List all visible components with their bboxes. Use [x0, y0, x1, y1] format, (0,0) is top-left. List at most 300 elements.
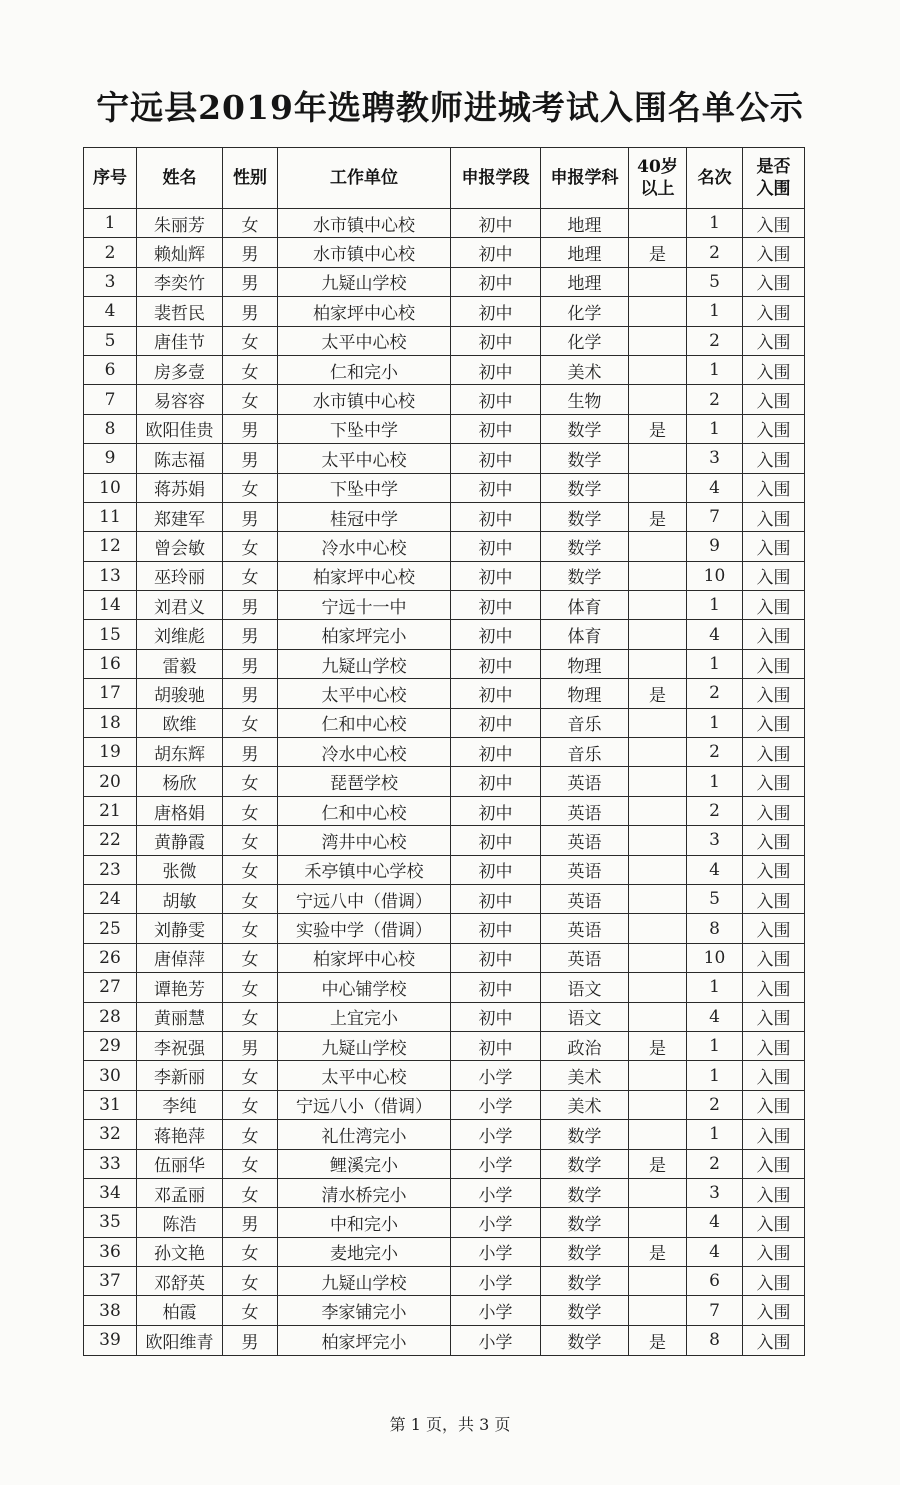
cell-gender: 女 [223, 914, 278, 943]
table-row [84, 679, 805, 708]
cell-gender: 女 [223, 355, 278, 384]
cell-gender: 男 [223, 620, 278, 649]
cell-status: 入围 [743, 1090, 805, 1119]
cell-status: 入围 [743, 1120, 805, 1149]
cell-level: 初中 [451, 385, 541, 414]
cell-no: 12 [84, 532, 137, 561]
cell-subject: 数学 [541, 473, 629, 502]
cell-name: 唐倬萍 [137, 943, 223, 972]
cell-gender: 女 [223, 884, 278, 913]
table-row [84, 620, 805, 649]
table-row [84, 561, 805, 590]
cell-gender: 女 [223, 385, 278, 414]
cell-name: 蒋艳萍 [137, 1120, 223, 1149]
cell-level: 初中 [451, 326, 541, 355]
cell-rank: 5 [687, 267, 743, 296]
cell-subject: 数学 [541, 1325, 629, 1355]
cell-status: 入围 [743, 297, 805, 326]
cell-name: 谭艳芳 [137, 973, 223, 1002]
cell-subject: 数学 [541, 1149, 629, 1178]
cell-level: 小学 [451, 1120, 541, 1149]
cell-age40 [629, 209, 687, 238]
cell-rank: 2 [687, 679, 743, 708]
cell-status: 入围 [743, 1031, 805, 1060]
cell-unit: 太平中心校 [278, 326, 451, 355]
cell-age40 [629, 1090, 687, 1119]
cell-level: 初中 [451, 649, 541, 678]
cell-rank: 1 [687, 414, 743, 443]
cell-rank: 1 [687, 973, 743, 1002]
table-row [84, 1149, 805, 1178]
cell-rank: 10 [687, 561, 743, 590]
cell-no: 2 [84, 238, 137, 267]
cell-name: 赖灿辉 [137, 238, 223, 267]
cell-gender: 女 [223, 708, 278, 737]
cell-status: 入围 [743, 1267, 805, 1296]
cell-rank: 1 [687, 649, 743, 678]
cell-level: 初中 [451, 414, 541, 443]
cell-age40 [629, 267, 687, 296]
cell-status: 入围 [743, 1237, 805, 1266]
cell-gender: 男 [223, 679, 278, 708]
cell-gender: 女 [223, 1002, 278, 1031]
cell-name: 巫玲丽 [137, 561, 223, 590]
cell-gender: 男 [223, 738, 278, 767]
cell-name: 欧阳佳贵 [137, 414, 223, 443]
header-no: 序号 [84, 148, 137, 209]
cell-gender: 女 [223, 1149, 278, 1178]
cell-subject: 数学 [541, 1296, 629, 1325]
cell-name: 房多壹 [137, 355, 223, 384]
cell-status: 入围 [743, 1002, 805, 1031]
cell-name: 刘维彪 [137, 620, 223, 649]
cell-unit: 李家铺完小 [278, 1296, 451, 1325]
cell-unit: 湾井中心校 [278, 826, 451, 855]
cell-unit: 仁和中心校 [278, 796, 451, 825]
cell-age40 [629, 326, 687, 355]
cell-subject: 数学 [541, 1178, 629, 1207]
cell-rank: 8 [687, 914, 743, 943]
cell-age40 [629, 473, 687, 502]
cell-status: 入围 [743, 326, 805, 355]
cell-level: 小学 [451, 1149, 541, 1178]
cell-rank: 1 [687, 355, 743, 384]
cell-unit: 水市镇中心校 [278, 238, 451, 267]
cell-unit: 柏家坪中心校 [278, 297, 451, 326]
cell-no: 3 [84, 267, 137, 296]
cell-status: 入围 [743, 502, 805, 531]
cell-name: 唐佳节 [137, 326, 223, 355]
cell-age40 [629, 914, 687, 943]
cell-no: 15 [84, 620, 137, 649]
cell-rank: 3 [687, 826, 743, 855]
cell-rank: 2 [687, 238, 743, 267]
cell-rank: 1 [687, 1031, 743, 1060]
cell-age40 [629, 884, 687, 913]
cell-unit: 下坠中学 [278, 473, 451, 502]
cell-status: 入围 [743, 796, 805, 825]
cell-age40 [629, 297, 687, 326]
header-status-line1: 是否 [756, 157, 791, 177]
cell-status: 入围 [743, 473, 805, 502]
cell-subject: 数学 [541, 1267, 629, 1296]
cell-gender: 女 [223, 473, 278, 502]
cell-name: 黄静霞 [137, 826, 223, 855]
cell-status: 入围 [743, 1149, 805, 1178]
cell-unit: 禾亭镇中心学校 [278, 855, 451, 884]
cell-age40 [629, 708, 687, 737]
cell-status: 入围 [743, 267, 805, 296]
table-row [84, 1120, 805, 1149]
cell-rank: 8 [687, 1325, 743, 1355]
cell-no: 13 [84, 561, 137, 590]
cell-no: 17 [84, 679, 137, 708]
table-row [84, 267, 805, 296]
header-status [743, 148, 805, 209]
cell-subject: 英语 [541, 914, 629, 943]
cell-age40 [629, 532, 687, 561]
cell-level: 初中 [451, 973, 541, 1002]
cell-status: 入围 [743, 532, 805, 561]
cell-rank: 5 [687, 884, 743, 913]
cell-status: 入围 [743, 238, 805, 267]
cell-subject: 体育 [541, 620, 629, 649]
cell-name: 欧维 [137, 708, 223, 737]
cell-no: 20 [84, 767, 137, 796]
cell-age40 [629, 591, 687, 620]
cell-age40 [629, 738, 687, 767]
cell-gender: 女 [223, 973, 278, 1002]
cell-subject: 地理 [541, 209, 629, 238]
cell-status: 入围 [743, 620, 805, 649]
cell-level: 初中 [451, 914, 541, 943]
cell-status: 入围 [743, 561, 805, 590]
cell-unit: 桂冠中学 [278, 502, 451, 531]
cell-level: 小学 [451, 1325, 541, 1355]
cell-status: 入围 [743, 1208, 805, 1237]
cell-level: 初中 [451, 561, 541, 590]
cell-unit: 柏家坪中心校 [278, 943, 451, 972]
cell-subject: 数学 [541, 1237, 629, 1266]
cell-name: 雷毅 [137, 649, 223, 678]
cell-unit: 中和完小 [278, 1208, 451, 1237]
header-unit: 工作单位 [278, 148, 451, 209]
cell-rank: 10 [687, 943, 743, 972]
cell-gender: 男 [223, 238, 278, 267]
cell-age40 [629, 796, 687, 825]
cell-subject: 地理 [541, 238, 629, 267]
cell-gender: 女 [223, 943, 278, 972]
cell-subject: 化学 [541, 326, 629, 355]
table-row [84, 914, 805, 943]
table-row [84, 796, 805, 825]
cell-subject: 物理 [541, 679, 629, 708]
cell-no: 21 [84, 796, 137, 825]
cell-rank: 4 [687, 1002, 743, 1031]
cell-no: 11 [84, 502, 137, 531]
cell-no: 32 [84, 1120, 137, 1149]
table-row [84, 414, 805, 443]
cell-gender: 男 [223, 444, 278, 473]
cell-subject: 数学 [541, 532, 629, 561]
cell-rank: 7 [687, 1296, 743, 1325]
cell-no: 18 [84, 708, 137, 737]
cell-gender: 女 [223, 1296, 278, 1325]
cell-name: 欧阳维青 [137, 1325, 223, 1355]
cell-no: 5 [84, 326, 137, 355]
cell-age40 [629, 1208, 687, 1237]
cell-level: 初中 [451, 209, 541, 238]
cell-gender: 男 [223, 414, 278, 443]
cell-level: 初中 [451, 796, 541, 825]
cell-level: 初中 [451, 238, 541, 267]
cell-name: 黄丽慧 [137, 1002, 223, 1031]
cell-age40 [629, 355, 687, 384]
candidate-table [83, 147, 805, 1356]
cell-status: 入围 [743, 884, 805, 913]
cell-level: 初中 [451, 855, 541, 884]
cell-rank: 2 [687, 1090, 743, 1119]
table-header-row [84, 148, 805, 209]
cell-unit: 仁和完小 [278, 355, 451, 384]
header-age40-line2: 以上 [640, 179, 675, 199]
cell-level: 小学 [451, 1061, 541, 1090]
cell-age40 [629, 1267, 687, 1296]
cell-name: 李新丽 [137, 1061, 223, 1090]
header-rank: 名次 [687, 148, 743, 209]
cell-status: 入围 [743, 973, 805, 1002]
cell-gender: 男 [223, 1208, 278, 1237]
cell-subject: 地理 [541, 267, 629, 296]
table-row [84, 1061, 805, 1090]
cell-name: 胡骏驰 [137, 679, 223, 708]
table-row [84, 1237, 805, 1266]
table-row [84, 355, 805, 384]
cell-status: 入围 [743, 1061, 805, 1090]
cell-name: 胡敏 [137, 884, 223, 913]
table-row [84, 973, 805, 1002]
cell-rank: 1 [687, 591, 743, 620]
cell-unit: 礼仕湾完小 [278, 1120, 451, 1149]
table-row [84, 297, 805, 326]
header-gender: 性别 [223, 148, 278, 209]
cell-rank: 4 [687, 1237, 743, 1266]
cell-rank: 1 [687, 209, 743, 238]
cell-unit: 太平中心校 [278, 1061, 451, 1090]
cell-status: 入围 [743, 943, 805, 972]
cell-name: 陈浩 [137, 1208, 223, 1237]
cell-age40 [629, 973, 687, 1002]
cell-subject: 语文 [541, 1002, 629, 1031]
cell-gender: 男 [223, 591, 278, 620]
cell-age40 [629, 767, 687, 796]
cell-gender: 女 [223, 826, 278, 855]
cell-gender: 女 [223, 209, 278, 238]
cell-name: 曾会敏 [137, 532, 223, 561]
table-row [84, 943, 805, 972]
cell-rank: 2 [687, 385, 743, 414]
cell-unit: 太平中心校 [278, 679, 451, 708]
cell-name: 李祝强 [137, 1031, 223, 1060]
cell-level: 初中 [451, 620, 541, 649]
cell-age40 [629, 1178, 687, 1207]
page-footer: 第 1 页，共 3 页 [389, 1415, 511, 1434]
cell-rank: 3 [687, 1178, 743, 1207]
cell-name: 郑建军 [137, 502, 223, 531]
cell-subject: 美术 [541, 355, 629, 384]
cell-subject: 美术 [541, 1090, 629, 1119]
table-row [84, 502, 805, 531]
table-row [84, 385, 805, 414]
cell-rank: 1 [687, 1120, 743, 1149]
table-row [84, 1178, 805, 1207]
cell-unit: 九疑山学校 [278, 649, 451, 678]
cell-unit: 宁远八中（借调） [278, 884, 451, 913]
cell-status: 入围 [743, 914, 805, 943]
cell-gender: 女 [223, 1178, 278, 1207]
cell-no: 33 [84, 1149, 137, 1178]
cell-subject: 政治 [541, 1031, 629, 1060]
cell-name: 陈志福 [137, 444, 223, 473]
cell-no: 28 [84, 1002, 137, 1031]
table-row [84, 1296, 805, 1325]
cell-unit: 实验中学（借调） [278, 914, 451, 943]
cell-age40 [629, 855, 687, 884]
cell-name: 易容容 [137, 385, 223, 414]
cell-name: 李奕竹 [137, 267, 223, 296]
cell-age40: 是 [629, 502, 687, 531]
cell-level: 初中 [451, 1002, 541, 1031]
cell-age40 [629, 444, 687, 473]
cell-level: 初中 [451, 826, 541, 855]
table-row [84, 473, 805, 502]
cell-age40 [629, 1002, 687, 1031]
cell-gender: 女 [223, 561, 278, 590]
cell-subject: 英语 [541, 884, 629, 913]
cell-status: 入围 [743, 209, 805, 238]
cell-unit: 柏家坪中心校 [278, 561, 451, 590]
cell-age40 [629, 561, 687, 590]
cell-age40 [629, 1061, 687, 1090]
cell-age40 [629, 1296, 687, 1325]
table-row [84, 591, 805, 620]
cell-subject: 英语 [541, 826, 629, 855]
cell-subject: 美术 [541, 1061, 629, 1090]
cell-status: 入围 [743, 738, 805, 767]
cell-gender: 男 [223, 1325, 278, 1355]
cell-subject: 生物 [541, 385, 629, 414]
cell-no: 19 [84, 738, 137, 767]
cell-name: 唐格娟 [137, 796, 223, 825]
cell-subject: 语文 [541, 973, 629, 1002]
cell-level: 初中 [451, 502, 541, 531]
cell-rank: 1 [687, 708, 743, 737]
table-row [84, 444, 805, 473]
header-level: 申报学段 [451, 148, 541, 209]
cell-no: 6 [84, 355, 137, 384]
cell-unit: 水市镇中心校 [278, 209, 451, 238]
cell-gender: 男 [223, 267, 278, 296]
cell-gender: 女 [223, 796, 278, 825]
cell-name: 孙文艳 [137, 1237, 223, 1266]
cell-unit: 下坠中学 [278, 414, 451, 443]
cell-rank: 7 [687, 502, 743, 531]
cell-level: 初中 [451, 679, 541, 708]
cell-gender: 女 [223, 1120, 278, 1149]
cell-gender: 女 [223, 1061, 278, 1090]
cell-status: 入围 [743, 591, 805, 620]
document-title: 宁远县2019年选聘教师进城考试入围名单公示 [96, 88, 804, 127]
cell-level: 初中 [451, 738, 541, 767]
cell-no: 23 [84, 855, 137, 884]
cell-name: 李纯 [137, 1090, 223, 1119]
cell-level: 初中 [451, 884, 541, 913]
cell-unit: 仁和中心校 [278, 708, 451, 737]
cell-unit: 琵琶学校 [278, 767, 451, 796]
cell-gender: 男 [223, 297, 278, 326]
cell-no: 27 [84, 973, 137, 1002]
cell-age40 [629, 943, 687, 972]
cell-no: 4 [84, 297, 137, 326]
cell-age40 [629, 1120, 687, 1149]
cell-level: 小学 [451, 1178, 541, 1207]
cell-subject: 音乐 [541, 708, 629, 737]
cell-unit: 宁远十一中 [278, 591, 451, 620]
cell-no: 14 [84, 591, 137, 620]
cell-subject: 体育 [541, 591, 629, 620]
cell-status: 入围 [743, 1296, 805, 1325]
cell-rank: 4 [687, 620, 743, 649]
cell-no: 26 [84, 943, 137, 972]
cell-unit: 柏家坪完小 [278, 620, 451, 649]
table-row [84, 708, 805, 737]
cell-rank: 4 [687, 1208, 743, 1237]
cell-level: 小学 [451, 1090, 541, 1119]
cell-unit: 冷水中心校 [278, 738, 451, 767]
cell-rank: 4 [687, 855, 743, 884]
header-status-line2: 入围 [756, 179, 791, 199]
table-row [84, 1031, 805, 1060]
cell-name: 刘静雯 [137, 914, 223, 943]
cell-name: 柏霞 [137, 1296, 223, 1325]
cell-gender: 女 [223, 1267, 278, 1296]
cell-gender: 女 [223, 532, 278, 561]
cell-level: 初中 [451, 943, 541, 972]
cell-age40: 是 [629, 1325, 687, 1355]
cell-subject: 数学 [541, 444, 629, 473]
cell-status: 入围 [743, 649, 805, 678]
table-row [84, 1325, 805, 1355]
cell-level: 初中 [451, 532, 541, 561]
cell-unit: 九疑山学校 [278, 1031, 451, 1060]
cell-no: 10 [84, 473, 137, 502]
table-row [84, 326, 805, 355]
header-name: 姓名 [137, 148, 223, 209]
cell-gender: 男 [223, 502, 278, 531]
cell-no: 38 [84, 1296, 137, 1325]
cell-name: 裴哲民 [137, 297, 223, 326]
cell-subject: 物理 [541, 649, 629, 678]
cell-subject: 数学 [541, 414, 629, 443]
cell-gender: 男 [223, 1031, 278, 1060]
cell-no: 25 [84, 914, 137, 943]
cell-level: 初中 [451, 708, 541, 737]
cell-name: 张微 [137, 855, 223, 884]
cell-status: 入围 [743, 1325, 805, 1355]
cell-unit: 麦地完小 [278, 1237, 451, 1266]
cell-no: 37 [84, 1267, 137, 1296]
cell-subject: 数学 [541, 561, 629, 590]
